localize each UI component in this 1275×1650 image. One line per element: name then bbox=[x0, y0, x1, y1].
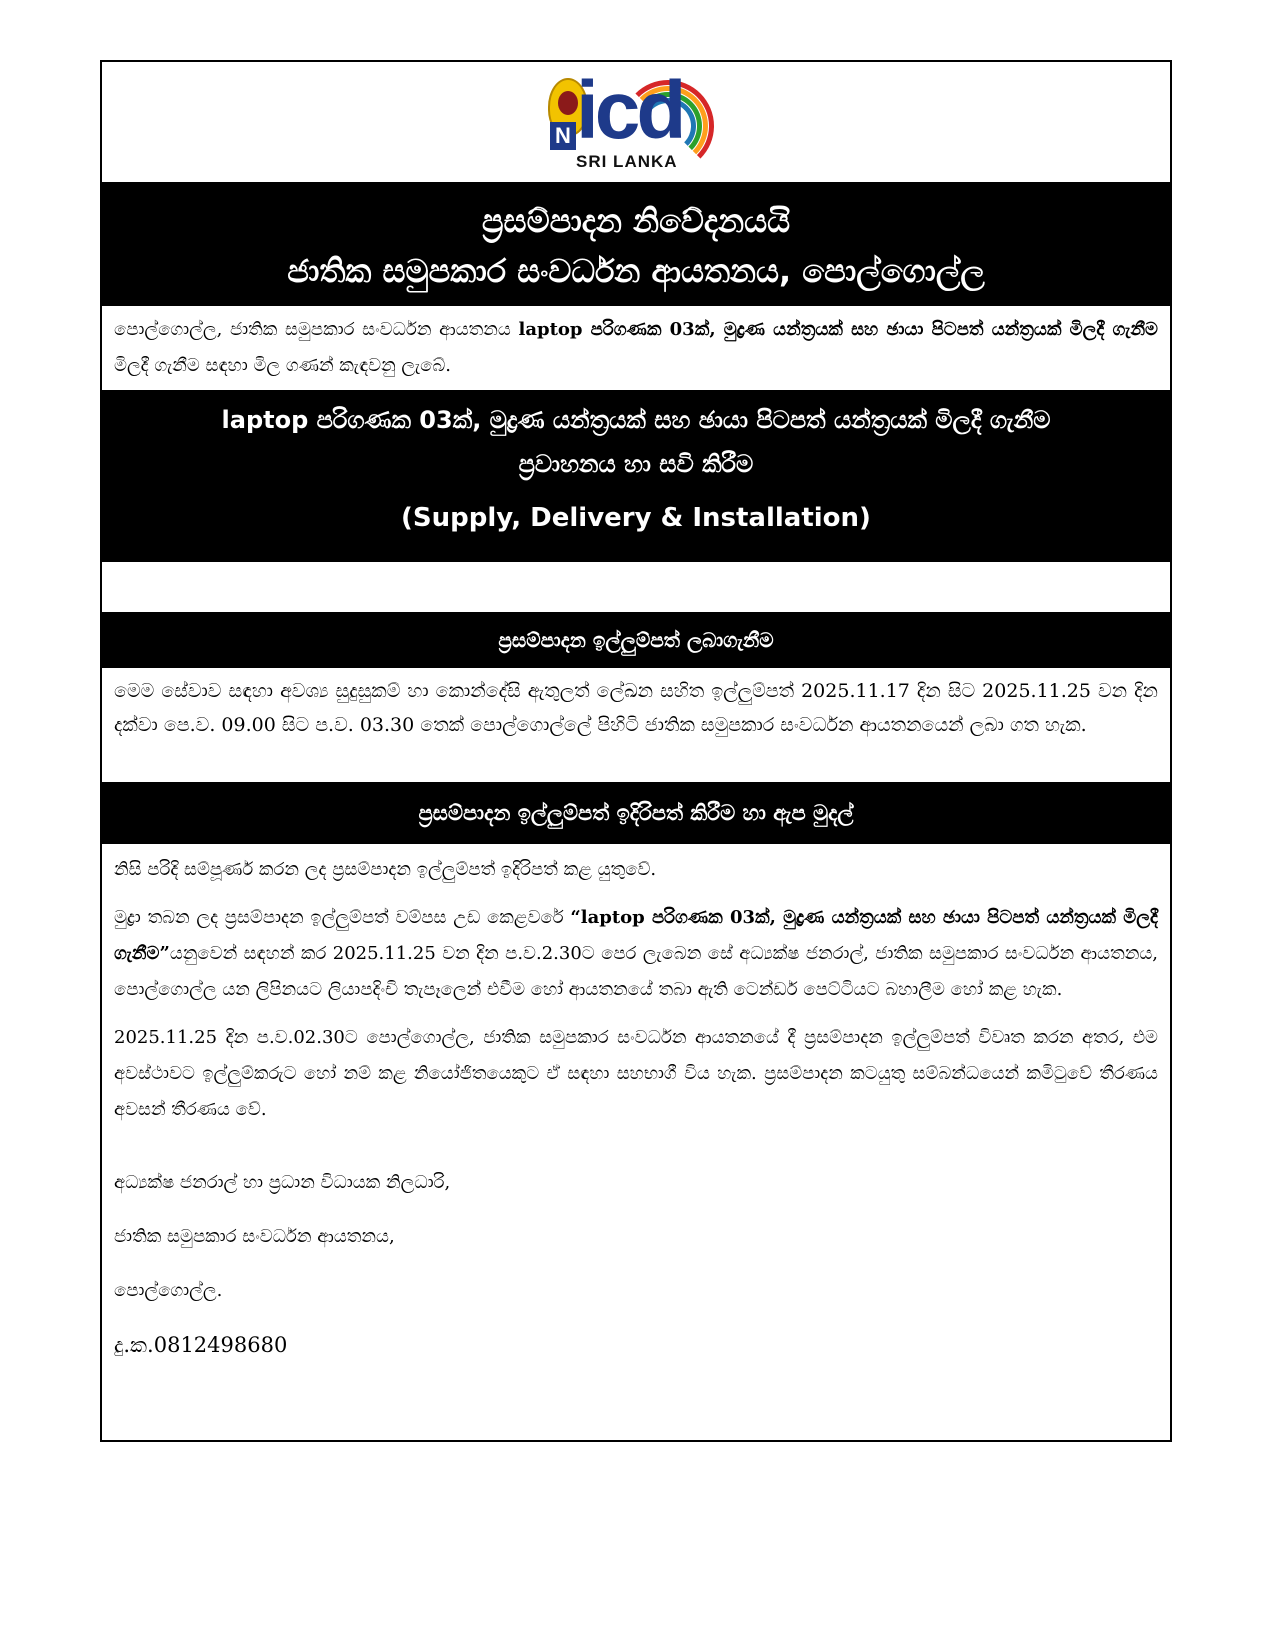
section1-text: මෙම සේවාව සඳහා අවශ්‍ය සුදුසුකම් හා කොන්දේසි ඇතුලත් ලේඛන සහිත ඉල්ලුම්පත් 2025.11.17 දින සිට 2025.11.25 වන දින දක්වා පෙ.ව. 09.00 සිට ප.ව. 03.30 තෙක් පොල්ගොල්ලේ පිහිටි ජාතික සමුපකාර සංවර්ධන ආයතනයෙන් ලබා ගත හැක. bbox=[102, 668, 1170, 784]
item-english: (Supply, Delivery & Installation) bbox=[401, 503, 871, 533]
section2-paragraph-3: 2025.11.25 දින ප.ව.02.30ට පොල්ගොල්ල, ජාතික සමුපකාර සංවර්ධන ආයතනයේ දී ප්‍රසම්පාදන ඉල්ලුම්පත් විවෘත කරන අතර, එම අවස්ථාවට ඉල්ලුම්කරුට හෝ නම් කළ නියෝජිතයෙකුට ඒ සඳහා සහභාගී විය හැක. ප්‍රසම්පාදන කටයුතු සම්බන්ධයෙන් කමිටුවේ තීරණය අවසන් තීරණය වේ. bbox=[114, 1027, 1158, 1120]
section2-heading: ප්‍රසම්පාදන ඉල්ලුම්පත් ඉදිරිපත් කිරීම හා ඇප මුදල් bbox=[102, 784, 1170, 844]
intro-text-pre: පොල්ගොල්ල, ජාතික සමුපකාර සංවර්ධන ආයතනය bbox=[114, 319, 519, 340]
section2-p2-pre: මුද්‍රා තබන ලද ප්‍රසම්පාදන ඉල්ලුම්පත් වම්පස උඩ කෙළවරේ bbox=[114, 907, 571, 928]
intro-text-post: මිලදී ගැනීම සඳහා මිල ගණන් කැඳවනු ලැබේ. bbox=[114, 355, 452, 376]
section2-p2-bold: “laptop පරිගණක 03ක්, මුද්‍රණ යන්ත්‍රයක් සහ ඡායා පිටපත් යන්ත්‍රයක් මිලදී ගැනීම” bbox=[114, 907, 1158, 964]
section1-heading: ප්‍රසම්පාදන ඉල්ලුම්පත් ලබාගැනීම bbox=[102, 614, 1170, 668]
title-line-1: ප්‍රසම්පාදන නිවේදනයයි bbox=[481, 202, 791, 240]
signature-institute: ජාතික සමුපකාර සංවර්ධන ආයතනය, bbox=[114, 1226, 395, 1247]
item-line-1: laptop පරිගණක 03ක්, මුද්‍රණ යන්ත්‍රයක් සහ ඡායා පිටපත් යන්ත්‍රයක් මිලදී ගැනීම bbox=[221, 406, 1051, 434]
signature-title: අධ්‍යක්ෂ ජනරාල් හා ප්‍රධාන විධායක නිලධාරි, bbox=[114, 1172, 451, 1193]
signature-phone: දු.ක.0812498680 bbox=[114, 1333, 288, 1357]
section2-paragraph-2 bbox=[114, 900, 1158, 1008]
spacer-row bbox=[102, 562, 1170, 614]
logo-brand-text: icd bbox=[576, 65, 683, 156]
title-banner bbox=[102, 184, 1170, 306]
section2-p2-post: යනුවෙන් සඳහන් කර 2025.11.25 වන දින ප.ව.2.30ට පෙර ලැබෙන සේ අධ්‍යක්ෂ ජනරාල්, ජාතික සමුපකාර සංවර්ධන ආයතනය, පොල්ගොල්ල යන ලිපිනයට ලියාපදිංචි තැපෑලෙන් එවීම හෝ ආයතනයේ තබා ඇති ටෙන්ඩර් පෙට්ටියට බහාලීම හෝ කළ හැක. bbox=[114, 943, 1158, 1000]
logo-country-text: SRI LANKA bbox=[576, 152, 678, 171]
intro-text-bold: laptop පරිගණක 03ක්, මුද්‍රණ යන්ත්‍රයක් සහ ඡායා පිටපත් යන්ත්‍රයක් මිලදී ගැනීම bbox=[518, 319, 1158, 340]
section2-paragraph-1: නිසි පරිදි සම්පූර්ණ කරන ලද ප්‍රසම්පාදන ඉල්ලුම්පත් ඉදිරිපත් කළ යුතුවේ. bbox=[114, 859, 657, 880]
item-banner bbox=[102, 392, 1170, 562]
signature-block bbox=[114, 1168, 1158, 1360]
tender-notice bbox=[100, 60, 1172, 1442]
item-line-2: ප්‍රවාහනය හා සවි කිරීම bbox=[518, 450, 754, 478]
signature-location: පොල්ගොල්ල. bbox=[114, 1280, 223, 1301]
icd-logo bbox=[546, 65, 726, 172]
logo-row bbox=[102, 62, 1170, 184]
title-line-2: ජාතික සමුපකාර සංවර්ධන ආයතනය, පොල්ගොල්ල bbox=[287, 252, 985, 290]
section2-body bbox=[102, 844, 1170, 1360]
intro-paragraph bbox=[102, 306, 1170, 392]
logo-n-letter: N bbox=[550, 122, 576, 150]
